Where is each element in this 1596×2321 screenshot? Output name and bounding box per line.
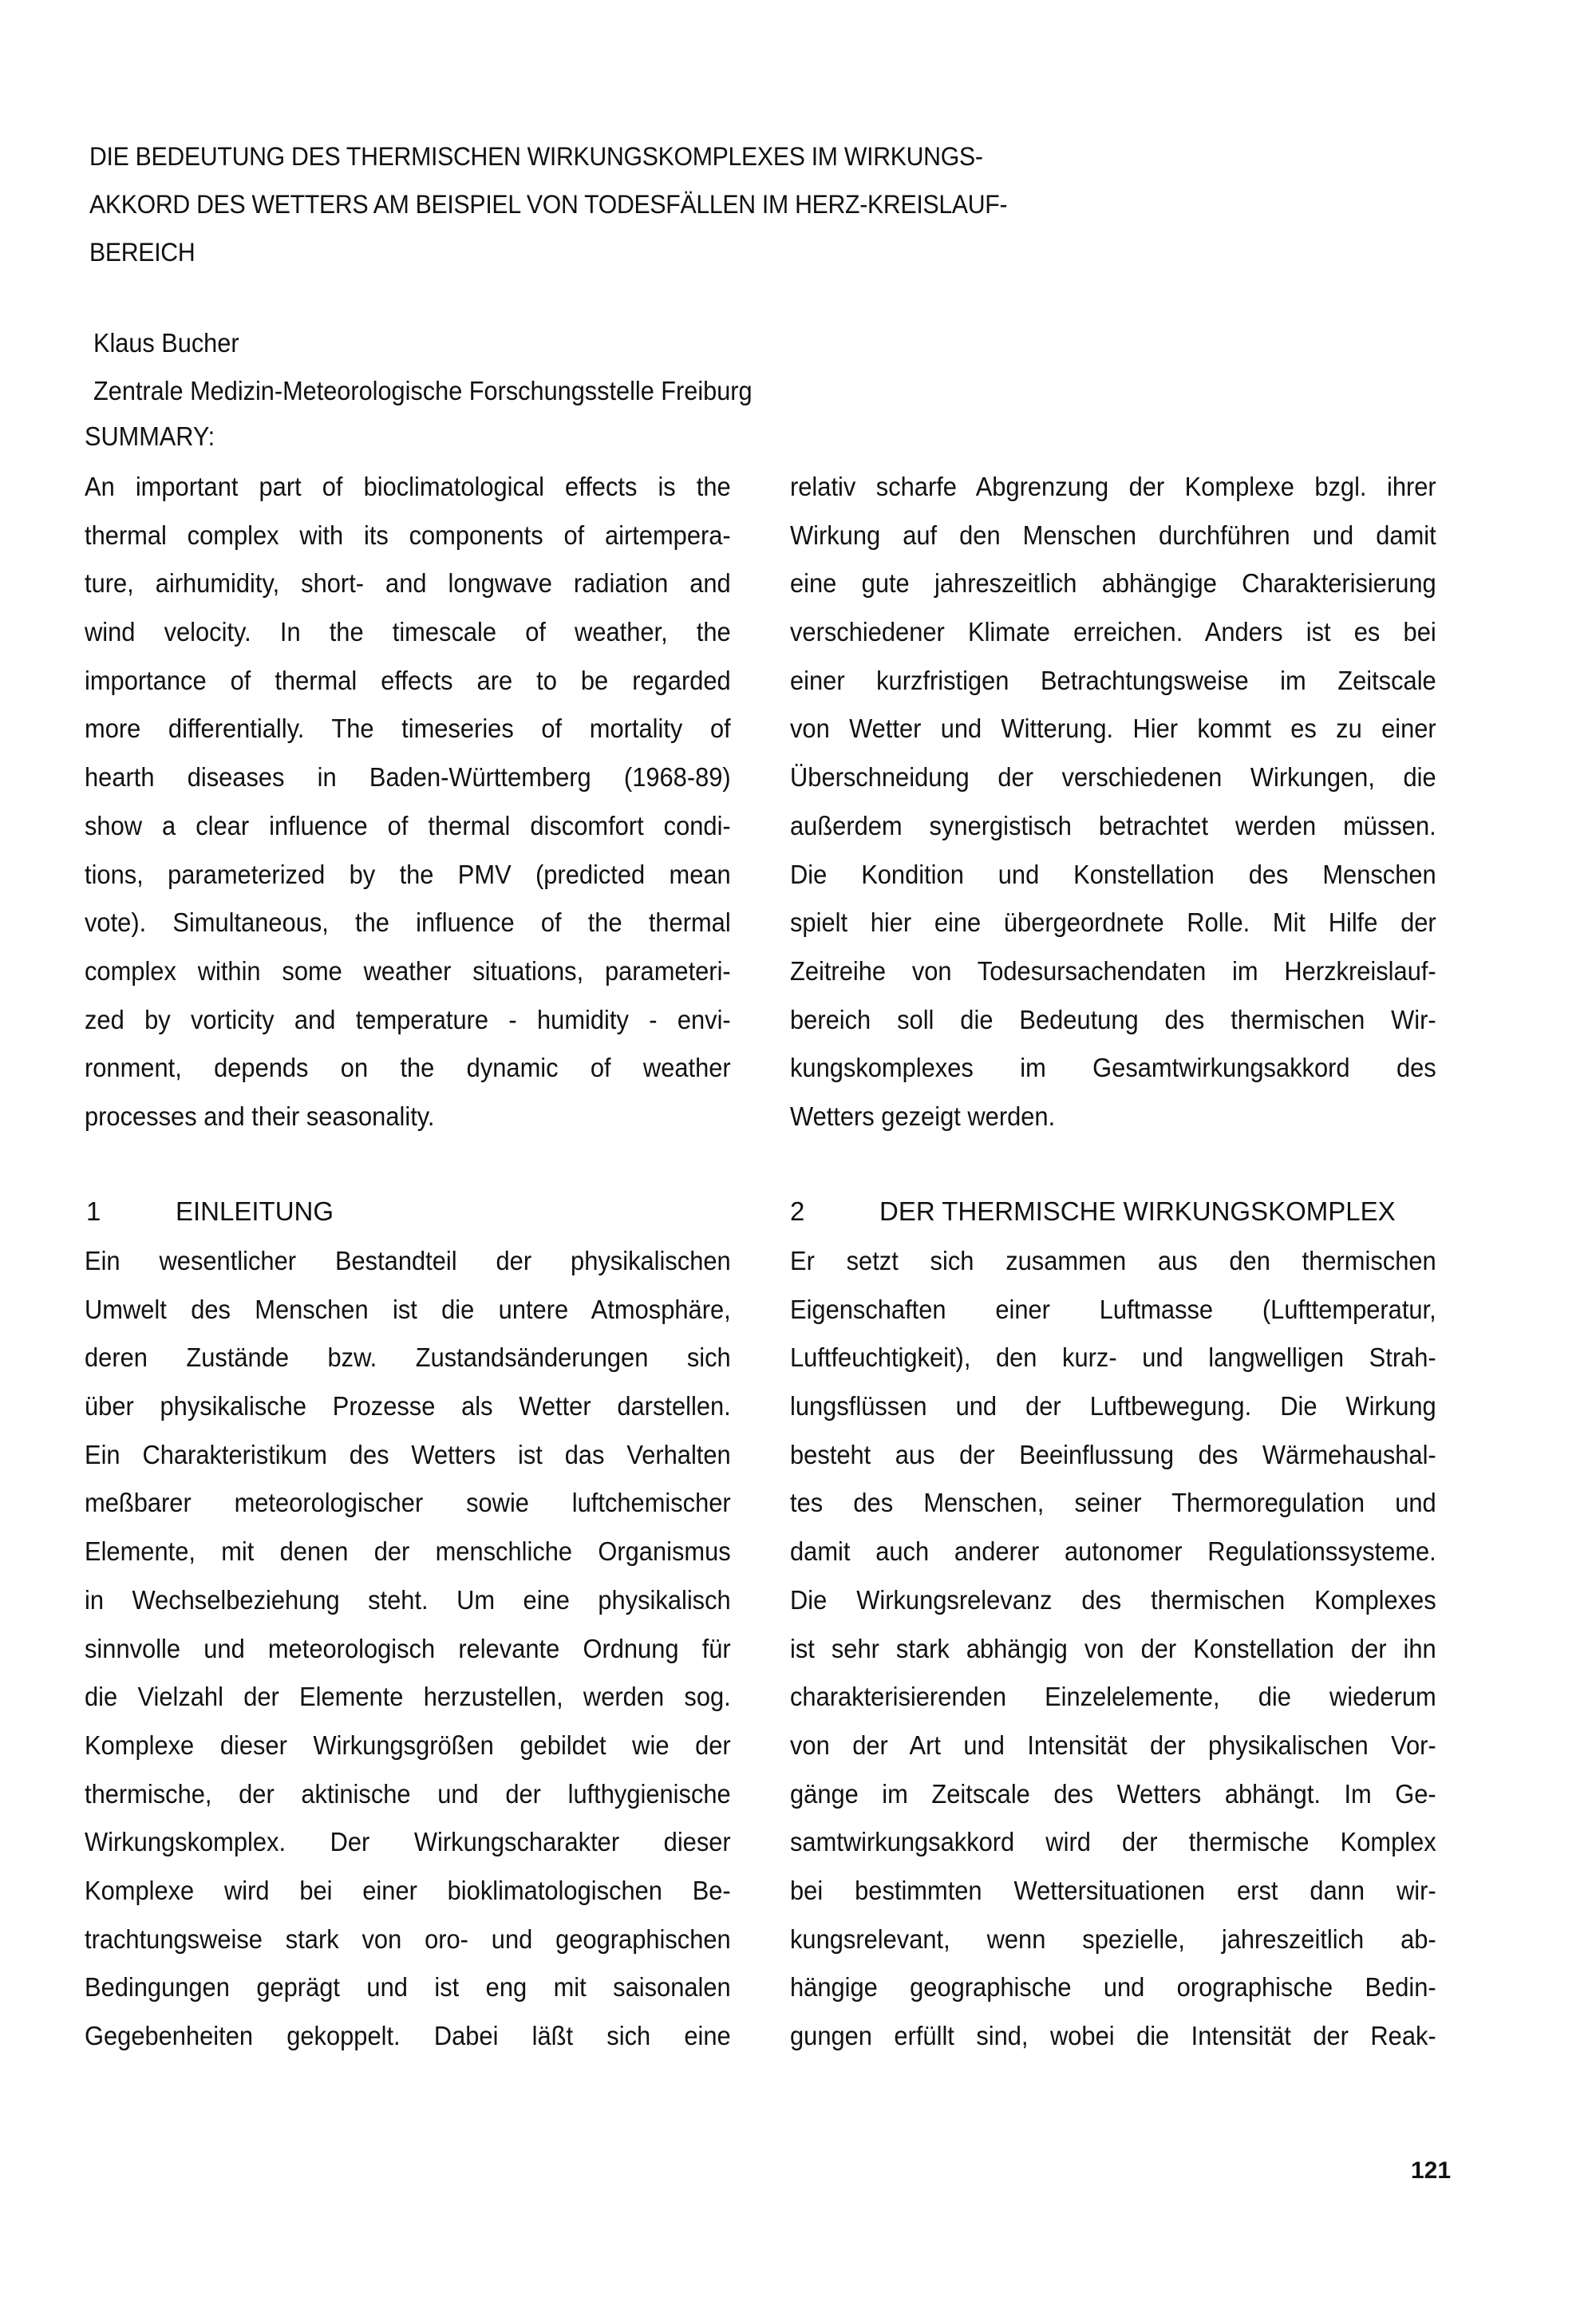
text-line: eine gute jahreszeitlich abhängige Charakterisierung xyxy=(790,568,1436,599)
text-line: Bedingungen geprägt und ist eng mit saisonalen xyxy=(85,1972,731,2003)
author-affiliation: Zentrale Medizin-Meteorologische Forschungsstelle Freiburg xyxy=(93,376,753,405)
text-line: gänge im Zeitscale des Wetters abhängt. Im Ge- xyxy=(790,1778,1436,1809)
text-line: Umwelt des Menschen ist die untere Atmosphäre, xyxy=(85,1294,731,1324)
text-line: hängige geographische und orographische Bedin- xyxy=(790,1972,1436,2003)
article-title xyxy=(89,132,1128,276)
text-line: damit auch anderer autonomer Regulationssysteme. xyxy=(790,1536,1436,1567)
text-line: bereich soll die Bedeutung des thermischen Wir- xyxy=(790,1004,1436,1034)
title-line: DIE BEDEUTUNG DES THERMISCHEN WIRKUNGSKOMPLEXES IM WIRKUNGS- xyxy=(89,142,983,171)
text-line: processes and their seasonality. xyxy=(85,1101,435,1131)
text-line: zed by vorticity and temperature - humidity - envi- xyxy=(85,1004,731,1034)
text-line: verschiedener Klimate erreichen. Anders ist es bei xyxy=(790,617,1436,647)
section-2-body xyxy=(790,1237,1436,2061)
title-line: BEREICH xyxy=(89,238,196,267)
text-line: meßbarer meteorologischer sowie luftchemischer xyxy=(85,1488,731,1518)
text-line: Eigenschaften einer Luftmasse (Lufttemperatur, xyxy=(790,1294,1436,1324)
title-line: AKKORD DES WETTERS AM BEISPIEL VON TODESFÄLLEN IM HERZ-KREISLAUF- xyxy=(89,190,1008,219)
text-line: Komplexe wird bei einer bioklimatologischen Be- xyxy=(85,1875,731,1905)
text-line: more differentially. The timeseries of mortality of xyxy=(85,714,731,744)
text-line: deren Zustände bzw. Zustandsänderungen sich xyxy=(85,1342,731,1373)
text-line: bei bestimmten Wettersituationen erst dann wir- xyxy=(790,1875,1436,1905)
text-line: spielt hier eine übergeordnete Rolle. Mit Hilfe der xyxy=(790,907,1436,938)
text-line: Wetters gezeigt werden. xyxy=(790,1101,1056,1131)
text-line: Zeitreihe von Todesursachendaten im Herzkreislauf- xyxy=(790,955,1436,986)
text-line: besteht aus der Beeinflussung des Wärmehaushal- xyxy=(790,1439,1436,1469)
text-line: wind velocity. In the timescale of weather, the xyxy=(85,617,731,647)
summary-heading: SUMMARY: xyxy=(85,421,215,451)
text-line: Luftfeuchtigkeit), den kurz- und langwelligen Strah- xyxy=(790,1342,1436,1373)
text-line: von Wetter und Witterung. Hier kommt es zu einer xyxy=(790,714,1436,744)
text-line: kungskomplexes im Gesamtwirkungsakkord des xyxy=(790,1053,1436,1083)
text-line: Wirkung auf den Menschen durchführen und damit xyxy=(790,520,1436,550)
text-line: von der Art und Intensität der physikalischen Vor- xyxy=(790,1730,1436,1760)
summary-text-left-column xyxy=(85,463,731,1141)
text-line: lungsflüssen und der Luftbewegung. Die Wirkung xyxy=(790,1391,1436,1421)
section-heading-2 xyxy=(790,1196,1396,1228)
text-line: über physikalische Prozesse als Wetter darstellen. xyxy=(85,1391,731,1421)
text-line: samtwirkungsakkord wird der thermische Komplex xyxy=(790,1827,1436,1857)
text-line: relativ scharfe Abgrenzung der Komplexe bzgl. ihrer xyxy=(790,472,1436,501)
author-name: Klaus Bucher xyxy=(93,328,239,358)
text-line: gungen erfüllt sind, wobei die Intensität der Reak- xyxy=(790,2021,1436,2050)
text-line: complex within some weather situations, parameteri- xyxy=(85,955,731,986)
text-line: importance of thermal effects are to be regarded xyxy=(85,665,731,695)
text-line: außerdem synergistisch betrachtet werden müssen. xyxy=(790,810,1436,840)
text-line: einer kurzfristigen Betrachtungsweise im Zeitscale xyxy=(790,665,1436,695)
section-heading-1 xyxy=(86,1196,334,1228)
text-line: Er setzt sich zusammen aus den thermischen xyxy=(790,1246,1436,1275)
text-line: ronment, depends on the dynamic of weather xyxy=(85,1053,731,1083)
text-line: thermal complex with its components of airtempera- xyxy=(85,520,731,550)
text-line: sinnvolle und meteorologisch relevante Ordnung für xyxy=(85,1633,731,1663)
text-line: trachtungsweise stark von oro- und geographischen xyxy=(85,1924,731,1954)
text-line: die Vielzahl der Elemente herzustellen, werden sog. xyxy=(85,1682,731,1712)
text-line: Überschneidung der verschiedenen Wirkungen, die xyxy=(790,762,1436,793)
text-line: thermische, der aktinische und der lufthygienische xyxy=(85,1778,731,1809)
text-line: vote). Simultaneous, the influence of the thermal xyxy=(85,907,731,938)
section-title: EINLEITUNG xyxy=(176,1196,334,1226)
text-line: kungsrelevant, wenn spezielle, jahreszeitlich ab- xyxy=(790,1924,1436,1954)
text-line: Wirkungskomplex. Der Wirkungscharakter dieser xyxy=(85,1827,731,1857)
text-line: charakterisierenden Einzelelemente, die wiederum xyxy=(790,1682,1436,1712)
page-number: 121 xyxy=(1411,2157,1452,2184)
text-line: Ein wesentlicher Bestandteil der physikalischen xyxy=(85,1246,731,1275)
section-1-body xyxy=(85,1237,731,2061)
text-line: tions, parameterized by the PMV (predicted mean xyxy=(85,859,731,889)
section-number: 1 xyxy=(86,1196,101,1226)
text-line: Die Wirkungsrelevanz des thermischen Komplexes xyxy=(790,1584,1436,1615)
summary-text-right-column xyxy=(790,463,1436,1141)
text-line: show a clear influence of thermal discomfort condi- xyxy=(85,810,731,840)
text-line: Ein Charakteristikum des Wetters ist das Verhalten xyxy=(85,1439,731,1469)
text-line: ture, airhumidity, short- and longwave radiation and xyxy=(85,568,731,599)
text-line: Komplexe dieser Wirkungsgrößen gebildet wie der xyxy=(85,1730,731,1760)
text-line: Die Kondition und Konstellation des Menschen xyxy=(790,859,1436,889)
text-line: tes des Menschen, seiner Thermoregulation und xyxy=(790,1488,1436,1518)
text-line: An important part of bioclimatological effects is the xyxy=(85,472,731,501)
text-line: Elemente, mit denen der menschliche Organismus xyxy=(85,1536,731,1567)
section-number: 2 xyxy=(790,1196,805,1226)
text-line: in Wechselbeziehung steht. Um eine physikalisch xyxy=(85,1584,731,1615)
text-line: ist sehr stark abhängig von der Konstellation der ihn xyxy=(790,1633,1436,1663)
text-line: hearth diseases in Baden-Württemberg (1968-89) xyxy=(85,762,731,793)
section-title: DER THERMISCHE WIRKUNGSKOMPLEX xyxy=(879,1196,1396,1226)
text-line: Gegebenheiten gekoppelt. Dabei läßt sich eine xyxy=(85,2021,731,2050)
